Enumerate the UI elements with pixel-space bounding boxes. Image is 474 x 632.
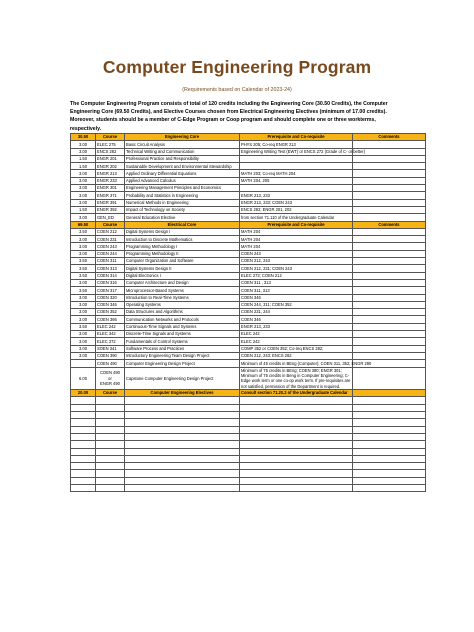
cell-course: COEN 346 (96, 301, 125, 308)
cell-title: Computer Organization and Software (125, 258, 240, 265)
course-row (71, 309, 426, 316)
cell-title: Numerical Methods in Engineering (125, 199, 240, 206)
cell-course: COEN 317 (96, 287, 125, 294)
empty-cell (125, 470, 240, 477)
cell-credits: 3.00 (71, 316, 96, 323)
empty-cell (125, 433, 240, 440)
empty-cell (240, 463, 353, 470)
course-code-line: or (108, 375, 112, 381)
cell-course: ENCS 282 (96, 148, 125, 155)
empty-cell (353, 397, 426, 404)
empty-cell (96, 477, 125, 484)
empty-row (71, 419, 426, 426)
empty-cell (71, 397, 96, 404)
course-row (71, 163, 426, 170)
cell-credits: 3.00 (71, 294, 96, 301)
empty-cell (240, 433, 353, 440)
cell-comments (353, 309, 426, 316)
cell-comments (353, 345, 426, 352)
cell-credits: 3.50 (71, 228, 96, 235)
cell-course: COEN 320 (96, 294, 125, 301)
cell-credits: 3.00 (71, 352, 96, 359)
cell-credits: 3.00 (71, 338, 96, 345)
cell-title: Fundamentals of Control Systems (125, 338, 240, 345)
cell-course: ENGR 392 (96, 206, 125, 213)
cell-prereq: Minimum of 75 credits in BEng; COEN 390; ENGR 301; Minimum of 75 credits in Beng in Computer Engineering; C-Edge work term or one co-op work term. If pre-requisites are not satisfied, permission of the Department is required. (240, 367, 353, 390)
cell-title: Programming Methodology II (125, 250, 240, 257)
cell-credits: 3.50 (71, 258, 96, 265)
empty-cell (240, 404, 353, 411)
cell-comments (353, 316, 426, 323)
empty-cell (240, 412, 353, 419)
header-cell-comments (353, 390, 426, 397)
cell-title: Data Structures and Algorithms (125, 309, 240, 316)
cell-title: Professional Practice and Responsibility (125, 155, 240, 162)
cell-prereq: COMP 352 or COEN 352; Co-req ENCS 282; (240, 345, 353, 352)
section-header-row (71, 134, 426, 141)
cell-credits: 3.50 (71, 323, 96, 330)
empty-cell (125, 448, 240, 455)
cell-title: Software Process and Practices (125, 345, 240, 352)
cell-comments (353, 258, 426, 265)
cell-prereq (240, 185, 353, 192)
empty-cell (96, 404, 125, 411)
cell-credits: 3.00 (71, 243, 96, 250)
course-row (71, 345, 426, 352)
course-row (71, 301, 426, 308)
course-row (71, 177, 426, 184)
cell-course: ENGR 202 (96, 163, 125, 170)
empty-cell (96, 441, 125, 448)
cell-comments (353, 163, 426, 170)
empty-cell (353, 441, 426, 448)
cell-comments (353, 192, 426, 199)
course-code-line: COEN 490 (100, 370, 120, 376)
cell-prereq: ENGR 213, 233; COEN 243 (240, 199, 353, 206)
cell-prereq: MATH 204 (240, 243, 353, 250)
cell-title: Introduction to Discrete Mathematics (125, 236, 240, 243)
cell-credits: 6.00 (71, 367, 96, 390)
cell-comments (353, 155, 426, 162)
course-row (71, 155, 426, 162)
cell-comments (353, 367, 426, 390)
cell-prereq: ENGR 213, 233 (240, 192, 353, 199)
cell-course: GEN_ED (96, 214, 125, 221)
cell-prereq: COEN 346 (240, 294, 353, 301)
cell-comments (353, 236, 426, 243)
course-row (71, 192, 426, 199)
cell-course: ENGR 371 (96, 192, 125, 199)
cell-prereq: ELEC 273; COEN 212 (240, 272, 353, 279)
course-row (71, 206, 426, 213)
empty-cell (125, 441, 240, 448)
cell-course: ENGR 391 (96, 199, 125, 206)
cell-course: COEN 352 (96, 309, 125, 316)
cell-credits: 3.00 (71, 141, 96, 148)
cell-title: Impact of Technology on Society (125, 206, 240, 213)
empty-cell (96, 419, 125, 426)
cell-credits: 3.00 (71, 148, 96, 155)
empty-row (71, 448, 426, 455)
empty-cell (353, 455, 426, 462)
cell-comments (353, 214, 426, 221)
course-row (71, 272, 426, 279)
course-row (71, 316, 426, 323)
cell-comments (353, 331, 426, 338)
empty-row (71, 441, 426, 448)
empty-row (71, 455, 426, 462)
empty-cell (96, 463, 125, 470)
empty-cell (71, 470, 96, 477)
section-header-row (71, 221, 426, 228)
cell-prereq (240, 155, 353, 162)
empty-cell (71, 455, 96, 462)
empty-row (71, 426, 426, 433)
course-row (71, 250, 426, 257)
cell-course: COEN 231 (96, 236, 125, 243)
empty-cell (96, 397, 125, 404)
cell-prereq: COEN 212, 231; COEN 243 (240, 265, 353, 272)
cell-credits: 3.50 (71, 287, 96, 294)
course-row (71, 243, 426, 250)
cell-title: Introductory Engineering Team Design Project (125, 352, 240, 359)
cell-comments (353, 323, 426, 330)
empty-cell (240, 470, 353, 477)
cell-course: COEN 311 (96, 258, 125, 265)
empty-row (71, 477, 426, 484)
cell-credits: 3.00 (71, 177, 96, 184)
cell-course: COEN 314 (96, 272, 125, 279)
empty-cell (240, 455, 353, 462)
cell-prereq: COEN 231, 244 (240, 309, 353, 316)
course-row (71, 170, 426, 177)
cell-credits: 3.00 (71, 345, 96, 352)
cell-prereq: COEN 346 (240, 316, 353, 323)
cell-course: ENGR 233 (96, 177, 125, 184)
empty-cell (353, 404, 426, 411)
empty-cell (71, 404, 96, 411)
empty-cell (96, 470, 125, 477)
cell-prereq: COEN 311, 313 (240, 287, 353, 294)
empty-cell (125, 455, 240, 462)
empty-row (71, 463, 426, 470)
cell-prereq: ENGR 213, 233 (240, 323, 353, 330)
cell-prereq: MATH 203; Co-req MATH 204 (240, 170, 353, 177)
cell-credits: 3.50 (71, 265, 96, 272)
course-row (71, 148, 426, 155)
cell-comments (353, 177, 426, 184)
empty-cell (240, 397, 353, 404)
section-header-row (71, 390, 426, 397)
empty-cell (96, 426, 125, 433)
empty-cell (96, 448, 125, 455)
cell-comments (353, 250, 426, 257)
cell-course: COEN 316 (96, 279, 125, 286)
course-row (71, 236, 426, 243)
cell-comments (353, 287, 426, 294)
cell-credits: 3.00 (71, 331, 96, 338)
cell-credits: 3.00 (71, 309, 96, 316)
cell-course (96, 367, 125, 390)
cell-prereq: COEN 311 , 313 (240, 279, 353, 286)
header-cell-credits: 30.50 (71, 134, 96, 141)
empty-cell (96, 484, 125, 491)
empty-cell (125, 426, 240, 433)
header-cell-comments: Comments (353, 221, 426, 228)
course-row (71, 360, 426, 367)
empty-cell (125, 412, 240, 419)
cell-title: Discrete-Time Signals and Systems (125, 331, 240, 338)
cell-credits: 3.00 (71, 214, 96, 221)
header-cell-course: Course (96, 134, 125, 141)
course-row (71, 185, 426, 192)
empty-row (71, 484, 426, 491)
cell-comments (353, 272, 426, 279)
cell-credits: 1.50 (71, 163, 96, 170)
cell-comments (353, 228, 426, 235)
cell-prereq: COEN 243 (240, 250, 353, 257)
cell-title: Probability and Statistics in Engineering (125, 192, 240, 199)
empty-cell (353, 477, 426, 484)
cell-prereq: ELEC 242 (240, 338, 353, 345)
cell-course: COEN 243 (96, 243, 125, 250)
cell-title: Programming Methodology I (125, 243, 240, 250)
cell-comments (353, 206, 426, 213)
empty-cell (71, 448, 96, 455)
cell-prereq: MATH 204 (240, 228, 353, 235)
course-row (71, 352, 426, 359)
course-row (71, 323, 426, 330)
cell-title: Continuous-Time Signals and Systems (125, 323, 240, 330)
cell-prereq: MATH 204 (240, 236, 353, 243)
empty-cell (71, 477, 96, 484)
cell-prereq: COEN 212, 243; ENCS 282 (240, 352, 353, 359)
header-cell-prereq: Consult section 71.20.2 of the Undergraduate Calendar (240, 390, 353, 397)
empty-row (71, 470, 426, 477)
empty-cell (125, 484, 240, 491)
empty-cell (353, 426, 426, 433)
header-cell-prereq: Prerequisite and Co-requisite (240, 221, 353, 228)
empty-cell (71, 412, 96, 419)
cell-credits: 1.50 (71, 206, 96, 213)
cell-prereq: MATH 204, 205 (240, 177, 353, 184)
cell-course: COEN 366 (96, 316, 125, 323)
cell-course: ELEC 372 (96, 338, 125, 345)
header-cell-title: Engineering Core (125, 134, 240, 141)
cell-prereq: ENCS 282; ENGR 201, 202 (240, 206, 353, 213)
course-row (71, 287, 426, 294)
cell-credits: 3.00 (71, 301, 96, 308)
header-cell-credits: 69.50 (71, 221, 96, 228)
cell-credits: 3.00 (71, 185, 96, 192)
page-subtitle: (Requirements based on Calendar of 2023-24) (182, 87, 292, 93)
cell-title: Digital Electronics I (125, 272, 240, 279)
empty-cell (96, 412, 125, 419)
empty-cell (125, 463, 240, 470)
header-cell-comments: Comments (353, 134, 426, 141)
cell-title: Digital Systems Design II (125, 265, 240, 272)
intro-paragraph: The Computer Engineering Program consists of total of 120 credits including the Engineering Core (30.50 Credits), the Computer Engineering Core (69.50 Credits), and Elective Courses chosen from Electrical Engineering Electives (minimum of 17.00 credits). Moreover, students should be a member of C-Edge Program or Coop program and should complete one or three workterms, respectively. (70, 101, 388, 132)
cell-credits: 3.00 (71, 279, 96, 286)
empty-row (71, 412, 426, 419)
empty-cell (71, 433, 96, 440)
empty-cell (125, 397, 240, 404)
empty-cell (240, 419, 353, 426)
cell-comments (353, 243, 426, 250)
empty-cell (71, 463, 96, 470)
cell-title: Applied Advanced Calculus (125, 177, 240, 184)
course-row (71, 279, 426, 286)
course-row (71, 214, 426, 221)
empty-cell (71, 441, 96, 448)
header-cell-course: Course (96, 221, 125, 228)
cell-prereq: from section 71.110 of the Undergraduate Calendar (240, 214, 353, 221)
cell-comments (353, 265, 426, 272)
cell-course: COEN 313 (96, 265, 125, 272)
cell-prereq: Engineering Writing Test (EWT) or ENCS 272 (Grade of C- or better) (241, 148, 366, 154)
cell-title: Digital Systems Design I (125, 228, 240, 235)
empty-cell (353, 448, 426, 455)
cell-title: General Education Elective (125, 214, 240, 221)
cell-title: Basic Circuit Analysis (125, 141, 240, 148)
cell-course: COEN 390 (96, 352, 125, 359)
capstone-row (71, 367, 426, 390)
cell-title: Technical Writing and Communication (125, 148, 240, 155)
page-title: Computer Engineering Program (102, 57, 372, 77)
cell-prereq: COEN 212, 243 (240, 258, 353, 265)
header-cell-credits: 20.00 (71, 390, 96, 397)
course-row (71, 338, 426, 345)
cell-title: Introduction to Real-Time Systems (125, 294, 240, 301)
cell-course: ENGR 201 (96, 155, 125, 162)
cell-comments (353, 279, 426, 286)
course-row (71, 228, 426, 235)
cell-course: ENGR 301 (96, 185, 125, 192)
empty-cell (96, 433, 125, 440)
cell-credits: 3.00 (71, 236, 96, 243)
empty-cell (353, 433, 426, 440)
cell-comments (353, 185, 426, 192)
cell-credits: 3.00 (71, 250, 96, 257)
empty-cell (240, 441, 353, 448)
empty-cell (240, 477, 353, 484)
cell-title: Applied Ordinary Differential Equations (125, 170, 240, 177)
cell-course: COEN 490 (96, 360, 125, 367)
cell-prereq: ELEC 242 (240, 331, 353, 338)
empty-cell (353, 470, 426, 477)
empty-cell (353, 419, 426, 426)
cell-credits (71, 360, 96, 367)
cell-title: Microprocessor-Based Systems (125, 287, 240, 294)
cell-credits: 1.50 (71, 155, 96, 162)
cell-course: COEN 212 (96, 228, 125, 235)
cell-prereq: Minimum of 45 credits in BEng (Computer); COEN 311, 352; ENGR 290 (241, 360, 372, 366)
cell-comments (353, 141, 426, 148)
empty-cell (125, 404, 240, 411)
course-row (71, 265, 426, 272)
empty-row (71, 433, 426, 440)
course-row (71, 258, 426, 265)
cell-title: Computer Architecture and Design (125, 279, 240, 286)
empty-cell (353, 484, 426, 491)
empty-cell (240, 426, 353, 433)
empty-cell (125, 477, 240, 484)
cell-credits: 3.00 (71, 199, 96, 206)
course-code-line: ENGR 490 (100, 381, 120, 387)
cell-title: Engineering Management Principles and Economics (125, 185, 240, 192)
header-cell-prereq: Prerequisite and Co-requisite (240, 134, 353, 141)
empty-cell (71, 484, 96, 491)
course-row (71, 141, 426, 148)
cell-comments (353, 199, 426, 206)
empty-cell (125, 419, 240, 426)
empty-row (71, 397, 426, 404)
cell-course: ELEC 342 (96, 331, 125, 338)
cell-comments (353, 294, 426, 301)
empty-cell (71, 426, 96, 433)
header-cell-title: Electrical Core (125, 221, 240, 228)
cell-comments (353, 170, 426, 177)
empty-cell (240, 448, 353, 455)
empty-cell (240, 484, 353, 491)
empty-cell (96, 455, 125, 462)
header-cell-course: Course (96, 390, 125, 397)
empty-cell (353, 463, 426, 470)
cell-comments (353, 352, 426, 359)
cell-title: Computer Engineering Design Project (125, 360, 240, 367)
cell-title: Capstone Computer Engineering Design Project (125, 367, 240, 390)
cell-prereq: COEN 244, 311; COEN 352 (240, 301, 353, 308)
cell-credits: 3.00 (71, 192, 96, 199)
cell-comments (353, 301, 426, 308)
cell-course: ELEC 242 (96, 323, 125, 330)
program-table (70, 133, 426, 492)
cell-title: Operating Systems (125, 301, 240, 308)
empty-row (71, 404, 426, 411)
cell-title: Communication Networks and Protocols (125, 316, 240, 323)
course-row (71, 331, 426, 338)
cell-course: SOEN 341 (96, 345, 125, 352)
cell-title: Sustainable Development and Environmental Stewardship (125, 163, 240, 170)
course-row (71, 294, 426, 301)
cell-prereq (240, 163, 353, 170)
empty-cell (71, 419, 96, 426)
empty-cell (353, 412, 426, 419)
cell-credits: 3.50 (71, 272, 96, 279)
cell-credits: 3.00 (71, 170, 96, 177)
cell-course: COEN 244 (96, 250, 125, 257)
header-cell-title: Computer Engineering Electives (125, 390, 240, 397)
cell-prereq: PHYS 205; Co-req ENGR 213 (240, 141, 353, 148)
course-row (71, 199, 426, 206)
cell-course: ENGR 213 (96, 170, 125, 177)
cell-comments (353, 338, 426, 345)
cell-course: ELEC 275 (96, 141, 125, 148)
